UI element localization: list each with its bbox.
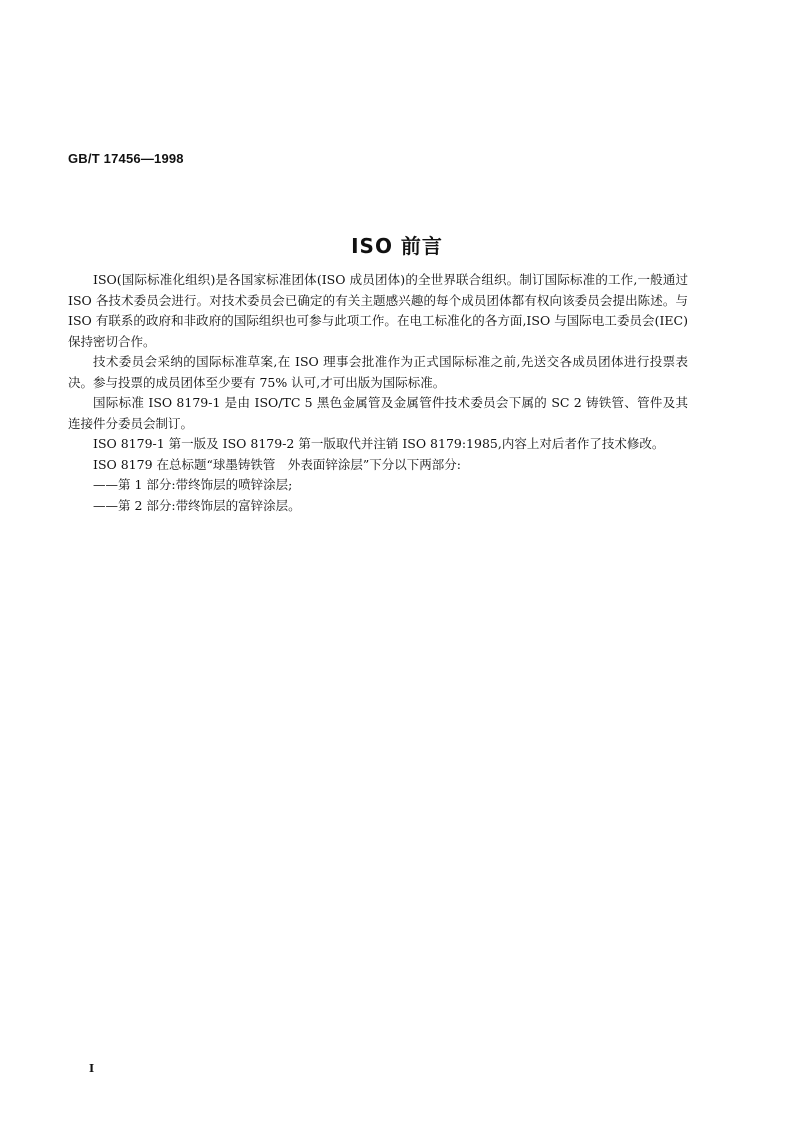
- paragraph: ISO 8179-1 第一版及 ISO 8179-2 第一版取代并注销 ISO 8179:1985,内容上对后者作了技术修改。: [93, 436, 665, 451]
- standard-code: GB/T 17456—1998: [68, 151, 184, 166]
- list-item: ——第 2 部分:带终饰层的富锌涂层。: [93, 497, 301, 513]
- document-body: [68, 270, 688, 516]
- paragraph: ISO(国际标准化组织)是各国家标准团体(ISO 成员团体)的全世界联合组织。制订国际标准的工作,一般通过 ISO 各技术委员会进行。对技术委员会已确定的有关主题感兴趣的每个成员团体都有权向该委员会提出陈述。与 ISO 有联系的政府和非政府的国际组织也可参与此项工作。在电工标准化的各方面,ISO 与国际电工委员会(IEC)保持密切合作。: [68, 272, 688, 349]
- page-number: I: [89, 1062, 95, 1075]
- list-item: ——第 1 部分:带终饰层的喷锌涂层;: [93, 477, 293, 492]
- page-title: ISO 前言: [351, 234, 443, 258]
- paragraph: 国际标准 ISO 8179-1 是由 ISO/TC 5 黑色金属管及金属管件技术委员会下属的 SC 2 铸铁管、管件及其连接件分委员会制订。: [68, 395, 688, 431]
- paragraph: ISO 8179 在总标题“球墨铸铁管 外表面锌涂层”下分以下两部分:: [93, 456, 462, 472]
- paragraph: 技术委员会采纳的国际标准草案,在 ISO 理事会批准作为正式国际标准之前,先送交各成员团体进行投票表决。参与投票的成员团体至少要有 75% 认可,才可出版为国际标准。: [68, 354, 688, 390]
